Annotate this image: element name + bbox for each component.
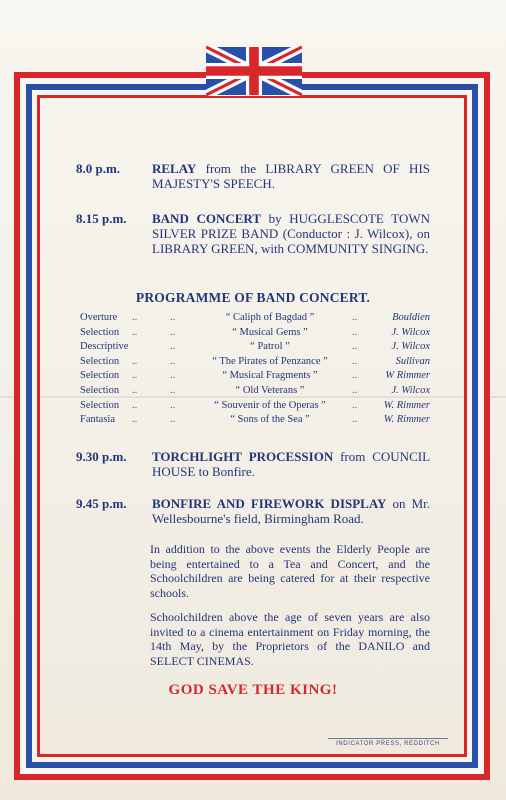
event-title: RELAY — [152, 161, 197, 176]
leader-dots: .. — [352, 355, 358, 367]
event-time: 8.0 p.m. — [76, 161, 121, 176]
info-paragraph: In addition to the above events the Elderly People are being entertained to a Tea and Concert, and the Schoolchildren are being catered for at their respective schools. — [150, 542, 430, 600]
piece-title: “ Souvenir of the Operas ” — [214, 399, 326, 411]
piece-title: “ Patrol ” — [250, 341, 290, 353]
leader-dots: .. — [132, 312, 138, 323]
programme-row — [80, 413, 430, 428]
leader-dots: .. — [170, 414, 176, 426]
union-jack-icon — [206, 46, 302, 96]
event-description — [152, 496, 430, 526]
leader-dots: .. — [132, 414, 138, 426]
leader-dots: .. — [352, 326, 358, 338]
event-description — [152, 449, 430, 479]
event-time: 8.15 p.m. — [76, 211, 127, 226]
piece-title: “ The Pirates of Penzance ” — [212, 355, 328, 367]
leader-dots: .. — [352, 399, 358, 411]
piece-type: Overture — [80, 312, 118, 323]
programme-row — [80, 311, 430, 326]
event-title: BONFIRE AND FIREWORK DISPLAY — [152, 496, 387, 511]
programme-row — [80, 355, 430, 370]
event-description — [152, 161, 430, 191]
programme-row — [80, 384, 430, 399]
piece-type: Selection — [80, 370, 120, 382]
piece-title: “ Caliph of Bagdad ” — [225, 312, 315, 323]
piece-type: Fantasia — [80, 414, 115, 426]
piece-title: “ Sons of the Sea ” — [230, 414, 310, 426]
leader-dots: .. — [352, 384, 358, 396]
event-text: from the LIBRARY GREEN OF HIS MAJESTY'S SPEECH. — [152, 161, 431, 191]
piece-type: Selection — [80, 399, 120, 411]
leader-dots: .. — [170, 326, 176, 338]
programme-heading: PROGRAMME OF BAND CONCERT. — [135, 290, 371, 305]
leader-dots: .. — [352, 312, 358, 323]
printer-imprint: INDICATOR PRESS, REDDITCH — [328, 738, 448, 747]
event-title: BAND CONCERT — [152, 211, 262, 226]
leader-dots: .. — [170, 341, 176, 353]
piece-composer: Bouldien — [392, 312, 430, 323]
piece-title: “ Old Veterans ” — [235, 384, 305, 396]
programme-row — [80, 369, 430, 384]
leader-dots: .. — [132, 370, 138, 382]
piece-title: “ Musical Gems ” — [232, 326, 308, 338]
leader-dots: .. — [170, 312, 176, 323]
piece-type: Selection — [80, 384, 120, 396]
event-text: from COUNCIL HOUSE to Bonfire. — [152, 449, 431, 479]
programme-row — [80, 399, 430, 414]
event-time: 9.30 p.m. — [76, 449, 127, 464]
event-time: 9.45 p.m. — [76, 496, 127, 511]
programme-row — [80, 340, 430, 355]
leader-dots: .. — [132, 399, 138, 411]
event-text: by HUGGLESCOTE TOWN SILVER PRIZE BAND (Conductor : J. Wilcox), on LIBRARY GREEN, with COMMUNITY SINGING. — [152, 211, 431, 256]
leader-dots: .. — [170, 399, 176, 411]
piece-composer: W Rimmer — [385, 370, 430, 382]
piece-composer: J. Wilcox — [391, 326, 430, 338]
programme-row — [80, 326, 430, 341]
piece-composer: W. Rimmer — [383, 414, 430, 426]
piece-composer: J. Wilcox — [391, 384, 430, 396]
piece-composer: J. Wilcox — [391, 341, 430, 353]
piece-title: “ Musical Fragments ” — [222, 370, 318, 382]
leader-dots: .. — [352, 341, 358, 353]
programme-list — [80, 311, 430, 428]
leader-dots: .. — [352, 414, 358, 426]
piece-type: Selection — [80, 326, 120, 338]
leader-dots: .. — [170, 370, 176, 382]
leader-dots: .. — [170, 355, 176, 367]
piece-composer: Sullivan — [395, 355, 430, 367]
piece-type: Descriptive — [80, 341, 129, 353]
piece-type: Selection — [80, 355, 120, 367]
leader-dots: .. — [352, 370, 358, 382]
event-title: TORCHLIGHT PROCESSION — [152, 449, 334, 464]
piece-composer: W. Rimmer — [383, 399, 430, 411]
leader-dots: .. — [132, 326, 138, 338]
leader-dots: .. — [132, 384, 138, 396]
closing-line: GOD SAVE THE KING! — [168, 682, 338, 698]
leader-dots: .. — [170, 384, 176, 396]
event-description — [152, 211, 430, 256]
event-text: on Mr. Wellesbourne's field, Birmingham Road. — [152, 496, 431, 526]
leader-dots: .. — [132, 355, 138, 367]
info-paragraph: Schoolchildren above the age of seven years are also invited to a cinema entertainment on Friday morning, the 14th May, by the Proprietors of the DANILO and SELECT CINEMAS. — [150, 610, 430, 668]
